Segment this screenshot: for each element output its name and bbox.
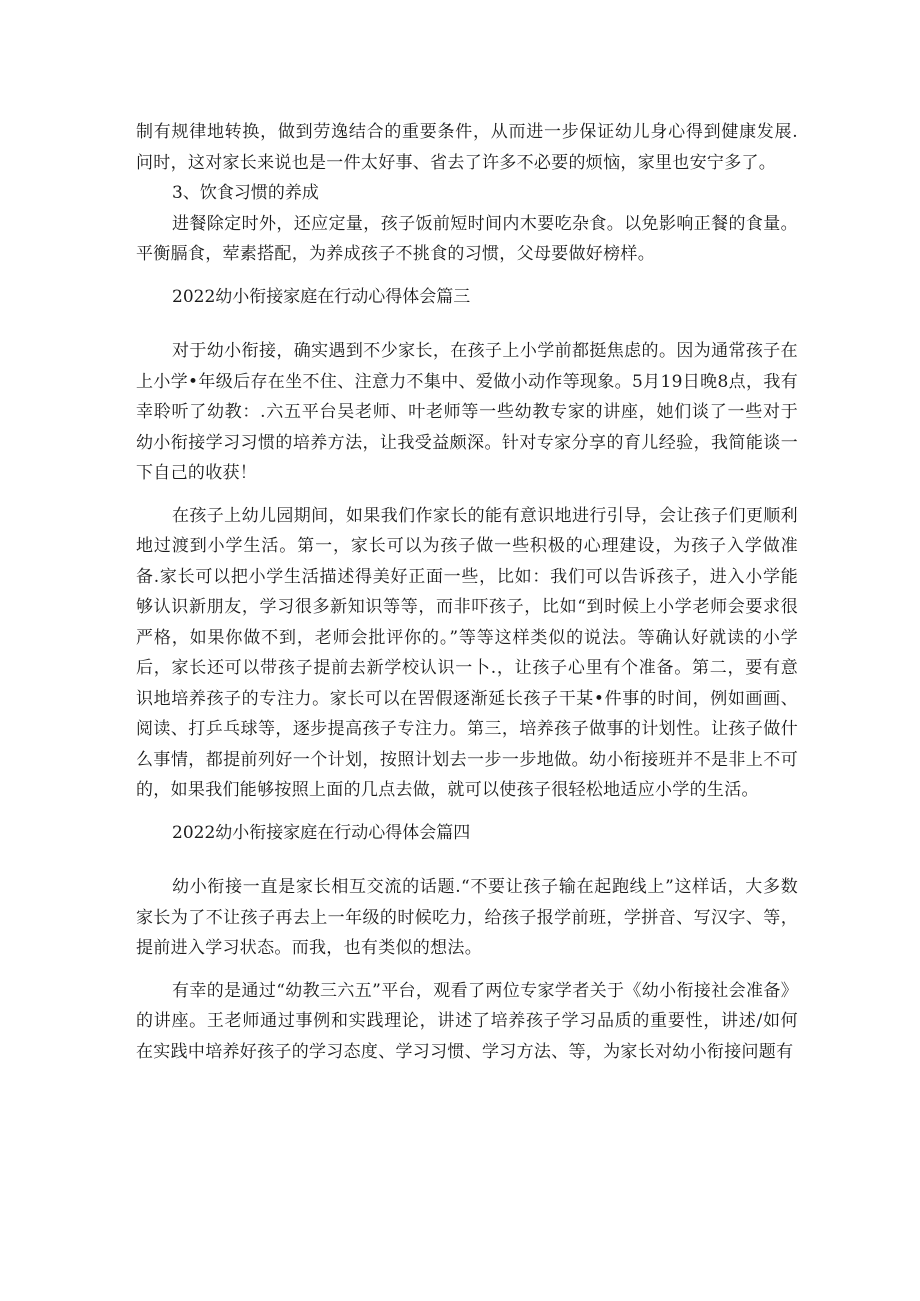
paragraph-eating-habits: 进餐除定时外，还应定量，孩子饭前短时间内木要吃杂食。以免影响正餐的食量。平衡膈食，荤素搭配，为养成孩子不挑食的习惯，父母要做好榜样。 — [136, 213, 798, 264]
document-page — [136, 117, 798, 1067]
section-title-part4: 2022幼小衔接家庭在行动心得体会篇四 — [172, 822, 471, 843]
paragraph-rest-schedule: 制有规律地转换，做到劳逸结合的重要条件，从而进一步保证幼儿身心得到健康发展.问时，这对家长来说也是一件太好事、省去了许多不必要的烦恼，家里也安宁多了。 — [136, 122, 798, 173]
subheading-eating-habits: 3、饮食习惯的养成 — [172, 183, 319, 203]
paragraph-part4-body: 有幸的是通过“幼教三六五”平台，观看了两位专家学者关于《幼小衔接社会准备》的讲座。王老师通过事例和实践理论，讲述了培养孩子学习品质的重要性，讲述/如何在实践中培养好孩子的学习态度、学习习惯、学习方法、等，为家长对幼小衔接问题有 — [136, 980, 798, 1062]
paragraph-part3-intro: 对于幼小衔接，确实遇到不少家长，在孩子上小学前都挺焦虑的。因为通常孩子在上小学•年级后存在坐不住、注意力不集中、爱做小动作等现象。5月19日晚8点，我有幸聆听了幼教：.六五平台吴老师、叶老师等一些幼教专家的讲座，她们谈了一些对于幼小衔接学习习惯的培养方法，让我受益颇深。针对专家分享的育儿经验，我简能谈一下自己的收获！ — [136, 341, 798, 483]
paragraph-part3-body: 在孩子上幼儿园期间，如果我们作家长的能有意识地进行引导，会让孩子们更顺利地过渡到小学生活。第一，家长可以为孩子做一些积极的心理建设，为孩子入学做准备.家长可以把小学生活描述得美好正面一些，比如：我们可以告诉孩子，进入小学能够认识新朋友，学习很多新知识等等，而非吓孩子，比如“到时候上小学老师会要求很严格，如果你做不到，老师会批评你的。”等等这样类似的说法。等确认好就读的小学后，家长还可以带孩子提前去新学校认识一卜.，让孩子心里有个准备。第二，要有意识地培养孩子的专注力。家长可以在罟假逐渐延长孩子干某•件事的时间，例如画画、阅读、打乒乓球等，逐步提高孩子专注力。第三，培养孩子做事的计划性。让孩子做什么事情，都提前列好一个计划，按照计划去一步一步地做。幼小衔接班并不是非上不可的，如果我们能够按照上面的几点去做，就可以使孩子很轻松地适应小学的生活。 — [136, 505, 798, 800]
paragraph-part4-intro: 幼小衔接一直是家长相互交流的话题.“不要让孩子输在起跑线上”这样话，大多数家长为了不让孩子再去上一年级的时候吃力，给孩子报学前班，学拼音、写汉字、等，提前进入学习状态。而我，也有类似的想法。 — [136, 877, 798, 958]
section-title-part3: 2022幼小衔接家庭在行动心得体会篇三 — [172, 286, 471, 307]
